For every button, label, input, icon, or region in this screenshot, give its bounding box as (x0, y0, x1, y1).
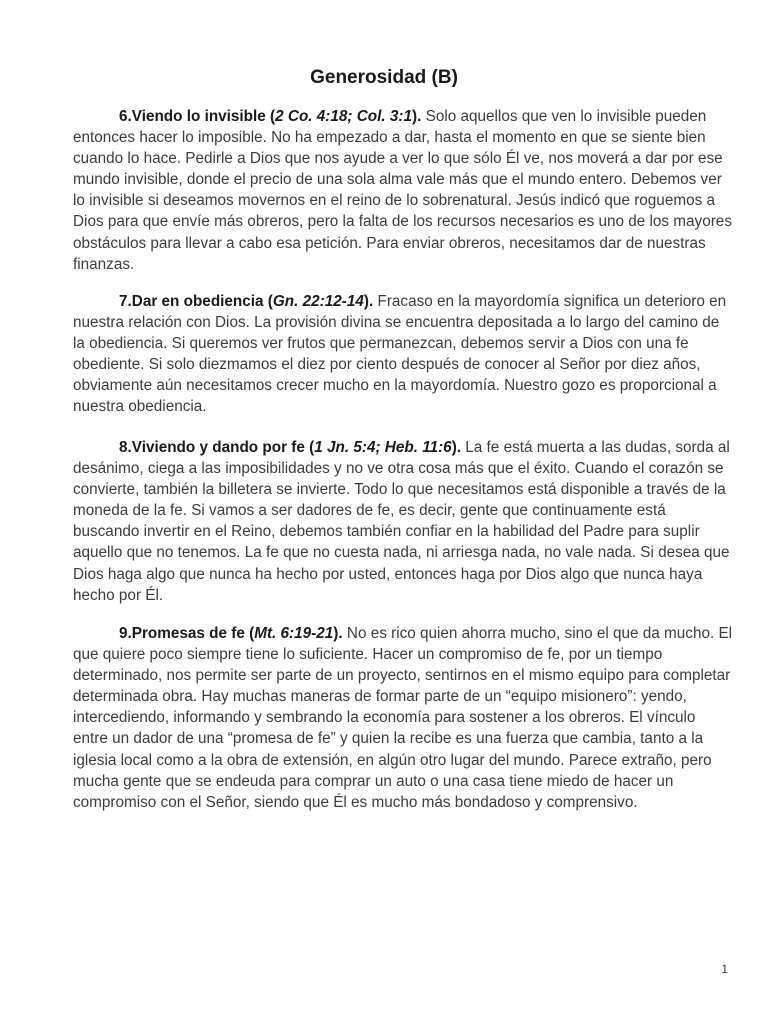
scripture-reference: Mt. 6:19-21 (254, 625, 334, 642)
page-number: 1 (721, 962, 728, 976)
section-heading (119, 625, 343, 642)
ref-open: ( (265, 108, 276, 125)
ref-close: ). (451, 439, 462, 456)
section-number: 7. (119, 293, 132, 310)
ref-close: ). (363, 293, 374, 310)
page-title: Generosidad (B) (310, 67, 458, 88)
ref-open: ( (263, 293, 273, 310)
section-heading (119, 439, 461, 456)
section-body: Fracaso en la mayordomía significa un deterioro en nuestra relación con Dios. La provisión divina se encuentra depositada a lo largo del camino de la obediencia. Si queremos ver frutos que permanezcan, debemos servir a Dios con una fe obediente. Si solo diezmamos el diez por ciento después de conocer al Señor por diez años, obviamente aún necesitamos crecer mucho en la mayordomía. Nuestro gozo es proporcional a nuestra obediencia. (73, 293, 727, 416)
section-body: La fe está muerta a las dudas, sorda al desánimo, ciega a las imposibilidades y no ve otra cosa más que el éxito. Cuando el corazón se convierte, también la billetera se invierte. Todo lo que necesitamos está disponible a través de la moneda de la fe. Si vamos a ser dadores de fe, es decir, gente que continuamente está buscando invertir en el Reino, debemos también confiar en la habilidad del Padre para suplir aquello que no tenemos. La fe que no cuesta nada, ni arriesga nada, no vale nada. Si desea que Dios haga algo que nunca ha hecho por usted, entonces haga por Dios algo que nunca haya hecho por Él. (73, 439, 730, 604)
scripture-reference: 2 Co. 4:18; Col. 3:1 (275, 108, 413, 125)
scripture-reference: Gn. 22:12-14 (272, 293, 364, 310)
section-body: No es rico quien ahorra mucho, sino el que da mucho. El que quiere poco siempre tiene lo suficiente. Hacer un compromiso de fe, por un tiempo determinado, nos permite ser parte de un proyecto, sentirnos en el mismo equipo para completar determinada obra. Hay muchas maneras de formar parte de un “equipo misionero”: yendo, intercediendo, informando y sembrando la economía para sostener a los obreros. El vínculo entre un dador de una “promesa de fe” y quien la recibe es una fuerza que cambia, tanto a la iglesia local como a la obra de extensión, en algún otro lugar del mundo. Parece extraño, pero mucha gente que se endeuda para comprar un auto o una casa tiene miedo de hacer un compromiso con el Señor, siendo que Él es mucho más bondadoso y comprensivo. (73, 625, 733, 811)
ref-open: ( (304, 439, 315, 456)
section-6 (73, 106, 733, 275)
section-body: Solo aquellos que ven lo invisible pueden entonces hacer lo imposible. No ha empezado a dar, hasta el momento en que se siente bien cuando lo hace. Pedirle a Dios que nos ayude a ver lo que sólo Él ve, nos moverá a dar por ese mundo invisible, donde el precio de una sola alma vale más que el mundo entero. Debemos ver lo invisible si deseamos movernos en el reino de lo sobrenatural. Jesús indicó que roguemos a Dios para que envíe más obreros, pero la falta de los recursos necesarios es uno de los mayores obstáculos para llevar a cabo esa petición. Para enviar obreros, necesitamos dar de nuestras finanzas. (73, 108, 732, 273)
section-number: 6. (119, 108, 132, 125)
section-number: 8. (119, 439, 132, 456)
section-heading-text: Viviendo y dando por fe (131, 439, 305, 456)
section-9 (73, 623, 733, 813)
section-7 (73, 291, 733, 418)
section-heading (119, 108, 421, 125)
section-8 (73, 437, 733, 606)
section-heading (119, 293, 373, 310)
section-heading-text: Promesas de fe (131, 625, 245, 642)
section-heading-text: Viendo lo invisible (131, 108, 266, 125)
scripture-reference: 1 Jn. 5:4; Heb. 11:6 (314, 439, 452, 456)
ref-close: ). (412, 108, 422, 125)
section-heading-text: Dar en obediencia (131, 293, 264, 310)
section-number: 9. (119, 625, 132, 642)
ref-open: ( (244, 625, 255, 642)
ref-close: ). (333, 625, 343, 642)
